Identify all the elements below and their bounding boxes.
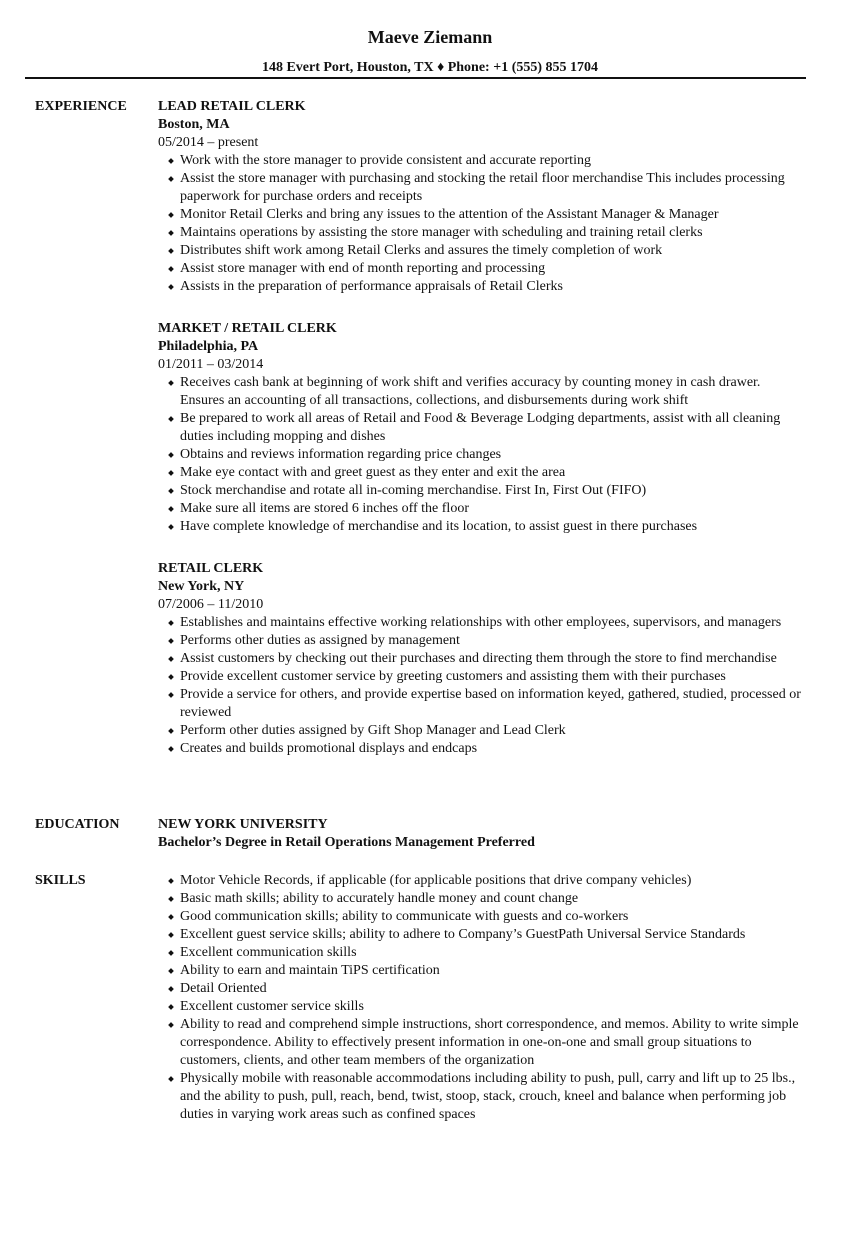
job-entry [158,560,808,758]
job-bullet: Assists in the preparation of performance appraisals of Retail Clerks [158,278,808,296]
contact-line: 148 Evert Port, Houston, TX ♦ Phone: +1 (555) 855 1704 [261,60,599,75]
skills-heading: SKILLS [35,873,86,888]
job-bullet: Assist customers by checking out their purchases and directing them through the store to find merchandise [158,650,808,668]
experience-list [158,98,808,782]
job-bullet: Have complete knowledge of merchandise and its location, to assist guest in there purchases [158,518,808,536]
job-title: LEAD RETAIL CLERK [158,99,306,114]
job-bullet: Be prepared to work all areas of Retail and Food & Beverage Lodging departments, assist with all cleaning duties including mopping and dishes [158,410,808,446]
job-bullet: Distributes shift work among Retail Clerks and assures the timely completion of work [158,242,808,260]
skill-item: Excellent guest service skills; ability to adhere to Company’s GuestPath Universal Service Standards [158,926,808,944]
job-title: RETAIL CLERK [158,561,264,576]
skills-list [158,872,808,1124]
school-name: NEW YORK UNIVERSITY [158,817,328,832]
job-bullet: Obtains and reviews information regarding price changes [158,446,808,464]
skill-item: Basic math skills; ability to accurately handle money and count change [158,890,808,908]
skill-item: Motor Vehicle Records, if applicable (for applicable positions that drive company vehicles) [158,872,808,890]
job-bullet: Monitor Retail Clerks and bring any issues to the attention of the Assistant Manager & Manager [158,206,808,224]
job-bullet: Creates and builds promotional displays and endcaps [158,740,808,758]
job-entry [158,320,808,536]
job-bullet: Maintains operations by assisting the store manager with scheduling and training retail clerks [158,224,808,242]
job-location: New York, NY [158,579,245,594]
job-bullet: Make eye contact with and greet guest as they enter and exit the area [158,464,808,482]
degree: Bachelor’s Degree in Retail Operations Management Preferred [158,835,535,850]
job-bullet: Provide a service for others, and provide expertise based on information keyed, gathered, studied, processed or reviewed [158,686,808,722]
skill-item: Detail Oriented [158,980,808,998]
job-bullet: Assist the store manager with purchasing and stocking the retail floor merchandise This includes processing paperwork for purchase orders and receipts [158,170,808,206]
job-dates: 05/2014 – present [158,135,259,150]
job-entry [158,98,808,296]
job-dates: 01/2011 – 03/2014 [158,357,264,372]
job-bullet: Work with the store manager to provide consistent and accurate reporting [158,152,808,170]
job-bullet: Receives cash bank at beginning of work shift and verifies accuracy by counting money in cash drawer. Ensures an accounting of all transactions, collections, and disbursements during work shift [158,374,808,410]
job-location: Philadelphia, PA [158,339,259,354]
job-bullet: Stock merchandise and rotate all in-coming merchandise. First In, First Out (FIFO) [158,482,808,500]
job-bullet: Assist store manager with end of month reporting and processing [158,260,808,278]
job-title: MARKET / RETAIL CLERK [158,321,337,336]
job-bullet: Perform other duties assigned by Gift Shop Manager and Lead Clerk [158,722,808,740]
skill-item: Good communication skills; ability to communicate with guests and co-workers [158,908,808,926]
experience-heading: EXPERIENCE [35,99,127,114]
job-location: Boston, MA [158,117,230,132]
job-bullet: Make sure all items are stored 6 inches off the floor [158,500,808,518]
job-dates: 07/2006 – 11/2010 [158,597,264,612]
skill-item: Physically mobile with reasonable accommodations including ability to push, pull, carry and lift up to 25 lbs., and the ability to push, pull, reach, bend, twist, stoop, stack, crouch, kneel and balance when performing job duties in varying work areas such as confined spaces [158,1070,808,1124]
education-heading: EDUCATION [35,817,120,832]
candidate-name: Maeve Ziemann [367,27,493,47]
skill-item: Excellent customer service skills [158,998,808,1016]
header-divider [25,77,806,79]
job-bullet: Provide excellent customer service by greeting customers and assisting them with their purchases [158,668,808,686]
skill-item: Excellent communication skills [158,944,808,962]
skill-item: Ability to earn and maintain TiPS certification [158,962,808,980]
skill-item: Ability to read and comprehend simple instructions, short correspondence, and memos. Ability to write simple correspondence. Ability to effectively present information in one-on-one and small group situations to customers, clients, and other team members of the organization [158,1016,808,1070]
job-bullet: Performs other duties as assigned by management [158,632,808,650]
job-bullet: Establishes and maintains effective working relationships with other employees, supervisors, and managers [158,614,808,632]
